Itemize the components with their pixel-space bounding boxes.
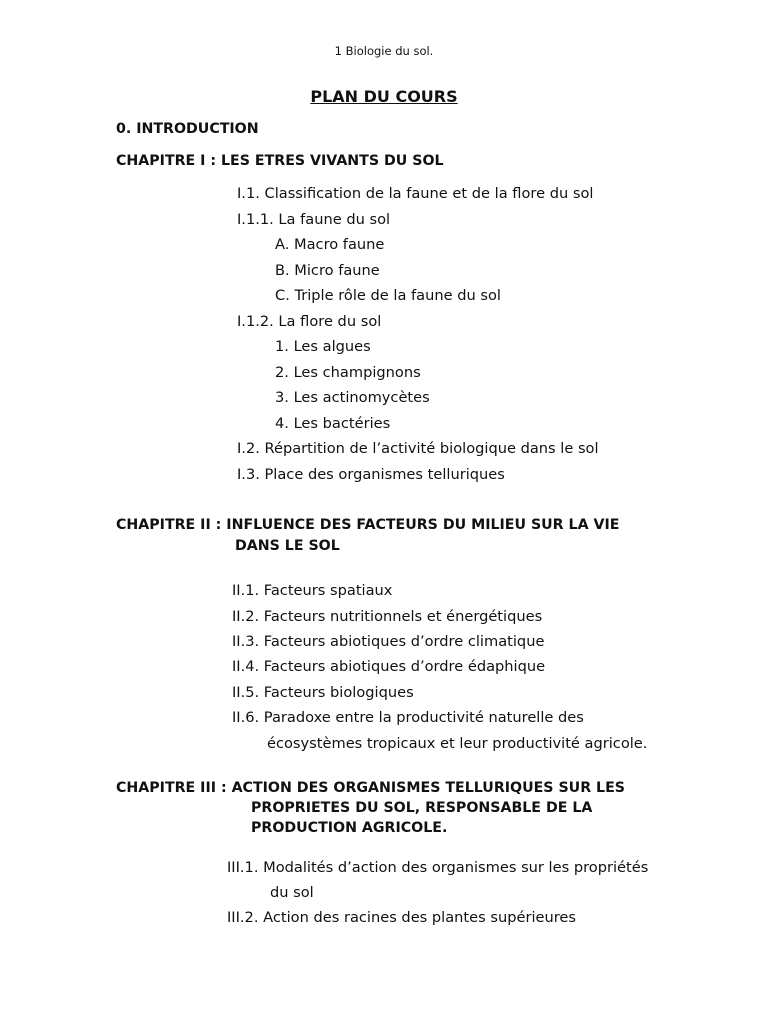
- ch1-item: I.1. Classification de la faune et de la flore du sol: [237, 185, 594, 202]
- page-header: 1 Biologie du sol.: [334, 44, 434, 58]
- ch1-item: I.1.2. La flore du sol: [237, 313, 382, 330]
- ch1-subitem: C. Triple rôle de la faune du sol: [275, 287, 501, 304]
- ch2-item: II.6. Paradoxe entre la productivité naturelle des: [232, 709, 584, 726]
- ch1-subitem: 4. Les bactéries: [275, 415, 391, 432]
- ch2-item: II.1. Facteurs spatiaux: [232, 582, 393, 599]
- ch2-item: II.5. Facteurs biologiques: [232, 684, 414, 701]
- chapter-2-heading: CHAPITRE II : INFLUENCE DES FACTEURS DU MILIEU SUR LA VIE: [116, 517, 620, 533]
- chapter-2-heading-cont: DANS LE SOL: [235, 538, 340, 554]
- page-title: PLAN DU COURS: [310, 87, 458, 106]
- ch1-subitem: 3. Les actinomycètes: [275, 389, 430, 406]
- ch1-item: I.1.1. La faune du sol: [237, 211, 391, 228]
- ch1-subitem: A. Macro faune: [275, 236, 385, 253]
- ch1-subitem: 2. Les champignons: [275, 364, 421, 381]
- ch1-subitem: B. Micro faune: [275, 262, 380, 279]
- chapter-3-heading: CHAPITRE III : ACTION DES ORGANISMES TELLURIQUES SUR LES: [116, 780, 626, 796]
- ch2-item: II.4. Facteurs abiotiques d’ordre édaphique: [232, 658, 546, 675]
- ch1-item: I.3. Place des organismes telluriques: [237, 466, 505, 483]
- ch1-item: I.2. Répartition de l’activité biologique dans le sol: [237, 440, 599, 457]
- ch3-item: III.2. Action des racines des plantes supérieures: [227, 909, 577, 926]
- chapter-1-heading: CHAPITRE I : LES ETRES VIVANTS DU SOL: [116, 153, 444, 169]
- ch2-item: II.2. Facteurs nutritionnels et énergétiques: [232, 608, 543, 625]
- ch1-subitem: 1. Les algues: [275, 338, 371, 355]
- ch3-item-cont: du sol: [270, 884, 314, 901]
- ch2-item: II.3. Facteurs abiotiques d’ordre climatique: [232, 633, 545, 650]
- section-introduction: 0. INTRODUCTION: [116, 121, 259, 137]
- chapter-3-heading-cont: PROPRIETES DU SOL, RESPONSABLE DE LA: [251, 800, 593, 816]
- chapter-3-heading-cont: PRODUCTION AGRICOLE.: [251, 820, 448, 836]
- ch3-item: III.1. Modalités d’action des organismes sur les propriétés: [227, 859, 649, 876]
- ch2-item-cont: écosystèmes tropicaux et leur productivité agricole.: [267, 735, 648, 752]
